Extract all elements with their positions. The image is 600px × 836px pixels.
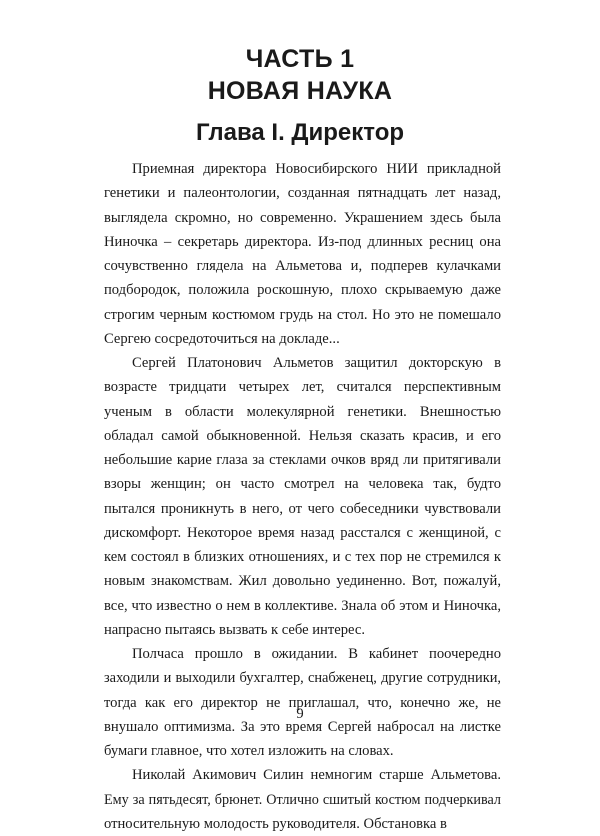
text-line: ученым в области молекулярной генетики. Внешностью [104,403,501,420]
paragraph [104,351,501,642]
text-line: подбородок, положила роскошную, плохо скрываемую даже [104,282,501,299]
text-line: все, что известно о нем в коллективе. Знала об этом и Ниночка, [104,597,501,614]
text-line: напрасно пытаясь вызвать к себе интерес. [104,621,365,638]
text-line: кем состоял в близких отношениях, и с тех пор не стремился к [104,549,501,565]
part-title: ЧАСТЬ 1 [245,45,355,73]
text-line: новым знакомствам. Жил довольно уединенно. Вот, пожалуй, [104,573,501,590]
paragraph [104,763,501,836]
text-line: заходили и выходили бухгалтер, снабженец, другие сотрудники, [104,670,501,687]
text-line: внушало оптимизма. За это время Сергей набросал на листке [104,718,501,735]
page-number: 9 [296,706,304,722]
paragraph [104,157,501,351]
text-line: взоры женщин; он часто смотрел на человека так, будто [104,476,501,493]
text-line: Приемная директора Новосибирского НИИ прикладной [132,161,501,177]
text-line: небольшие карие глаза за стеклами очков вряд ли притягивали [104,452,501,468]
text-line: сочувственно глядела на Альметова и, подперев кулачками [104,258,501,274]
text-line: дискомфорт. Некоторое время назад расстался с женщиной, с [104,524,501,541]
text-line: генетики и палеонтологии, созданная пятнадцать лет назад, [104,185,501,202]
text-line: Сергею сосредоточиться на докладе... [104,330,340,347]
text-line: тогда как его директор не приглашал, что, конечно же, не [104,694,501,711]
text-line: относительную молодость руководителя. Обстановка в [104,815,447,832]
text-line: пытался проникнуть в него, от чего собеседники чувствовали [104,500,501,517]
text-line: обладал самой обыкновенной. Нельзя сказать красив, и его [104,427,501,444]
text-line: Николай Акимович Силин немногим старше Альметова. [132,767,501,784]
text-line: Сергей Платонович Альметов защитил докторскую в [132,355,501,371]
text-line: Ему за пятьдесят, брюнет. Отлично сшитый костюм подчеркивал [104,791,501,808]
text-line: Полчаса прошло в ожидании. В кабинет поочередно [132,646,501,662]
chapter-title: Глава I. Директор [195,119,405,146]
part-subtitle: НОВАЯ НАУКА [207,77,393,105]
text-line: выглядела скромно, но современно. Украшением здесь была [104,209,501,226]
paragraph [104,642,501,763]
text-line: Ниночка – секретарь директора. Из-под длинных ресниц она [104,233,501,250]
text-line: строгим черным костюмом грудь на стол. Но это не помешало [104,306,501,323]
text-line: возрасте тридцати четырех лет, считался перспективным [104,379,501,396]
text-line: бумаги главное, что хотел изложить на словах. [104,743,394,759]
body-text [104,157,501,836]
